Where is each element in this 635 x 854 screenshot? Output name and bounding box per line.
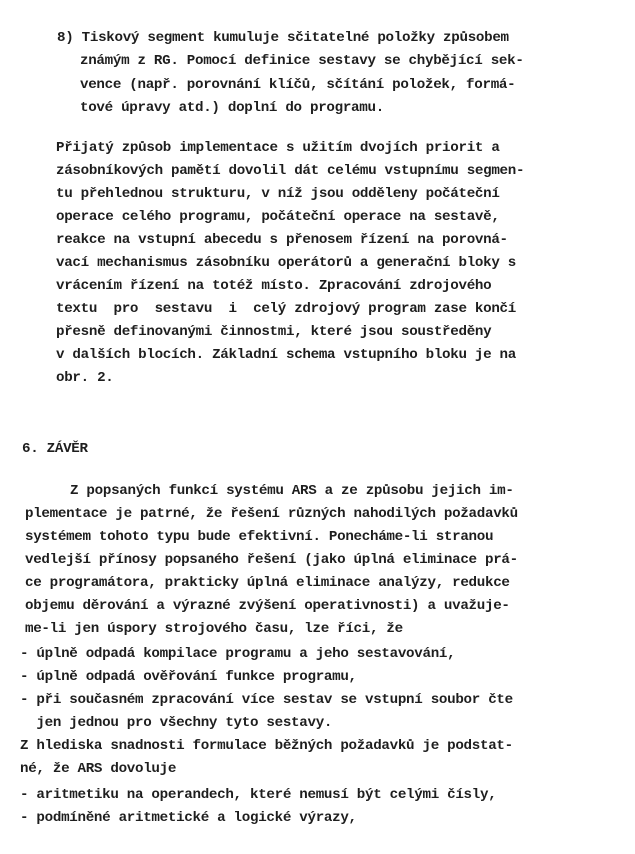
impl-line-2: zásobníkových pamětí dovolil dát celému vstupnímu segmen-: [56, 163, 525, 179]
conclusion-line-4: vedlejší přínosy popsaného řešení (jako úplná eliminace prá-: [25, 552, 518, 568]
conclusion-line-8: Z hlediska snadnosti formulace běžných požadavků je podstat-: [20, 738, 513, 754]
impl-line-7: vrácením řízení na totéž místo. Zpracování zdrojového: [56, 278, 492, 294]
impl-line-9: přesně definovanými činnostmi, které jsou soustředěny: [56, 324, 492, 340]
impl-line-3: tu přehlednou strukturu, v níž jsou odděleny počáteční: [56, 186, 500, 202]
conclusion-line-2: plementace je patrné, že řešení různých nahodilých požadavků: [25, 506, 518, 522]
impl-line-8: textu pro sestavu i celý zdrojový program zase končí: [56, 301, 516, 317]
conclusion-line-5: ce programátora, prakticky úplná eliminace analýzy, redukce: [25, 575, 510, 591]
conclusion-line-3: systémem tohoto typu bude efektivní. Ponecháme-li stranou: [25, 529, 494, 545]
item8-line-1: 8) Tiskový segment kumuluje sčitatelné položky způsobem: [57, 30, 509, 46]
bullet-item: - podmíněné aritmetické a logické výrazy,: [20, 810, 357, 826]
item8-line-4: tové úpravy atd.) doplní do programu.: [80, 100, 384, 116]
section-heading: 6. ZÁVĚR: [22, 441, 88, 457]
conclusion-line-6: objemu děrování a výrazné zvýšení operativnosti) a uvažuje-: [25, 598, 510, 614]
bullet-item-continuation: jen jednou pro všechny tyto sestavy.: [20, 715, 333, 731]
impl-line-4: operace celého programu, počáteční operace na sestavě,: [56, 209, 500, 225]
bullet-item: - při současném zpracování více sestav se vstupní soubor čte: [20, 692, 513, 708]
conclusion-line-7: me-li jen úspory strojového času, lze říci, že: [25, 621, 403, 637]
impl-line-6: vací mechanismus zásobníku operátorů a generační bloky s: [56, 255, 516, 271]
impl-line-11: obr. 2.: [56, 370, 114, 386]
conclusion-line-9: né, že ARS dovoluje: [20, 761, 177, 777]
bullet-item: - aritmetiku na operandech, které nemusí být celými čísly,: [20, 787, 497, 803]
impl-line-10: v dalších blocích. Základní schema vstupního bloku je na: [56, 347, 516, 363]
bullet-item: - úplně odpadá kompilace programu a jeho sestavování,: [20, 646, 456, 662]
bullet-item: - úplně odpadá ověřování funkce programu,: [20, 669, 357, 685]
conclusion-line-1: Z popsaných funkcí systému ARS a ze způsobu jejich im-: [70, 483, 514, 499]
impl-line-1: Přijatý způsob implementace s užitím dvojích priorit a: [56, 140, 500, 156]
item8-line-3: vence (např. porovnání klíčů, sčítání položek, formá-: [80, 77, 516, 93]
impl-line-5: reakce na vstupní abecedu s přenosem řízení na porovná-: [56, 232, 508, 248]
item8-line-2: známým z RG. Pomocí definice sestavy se chybějící sek-: [80, 53, 524, 69]
